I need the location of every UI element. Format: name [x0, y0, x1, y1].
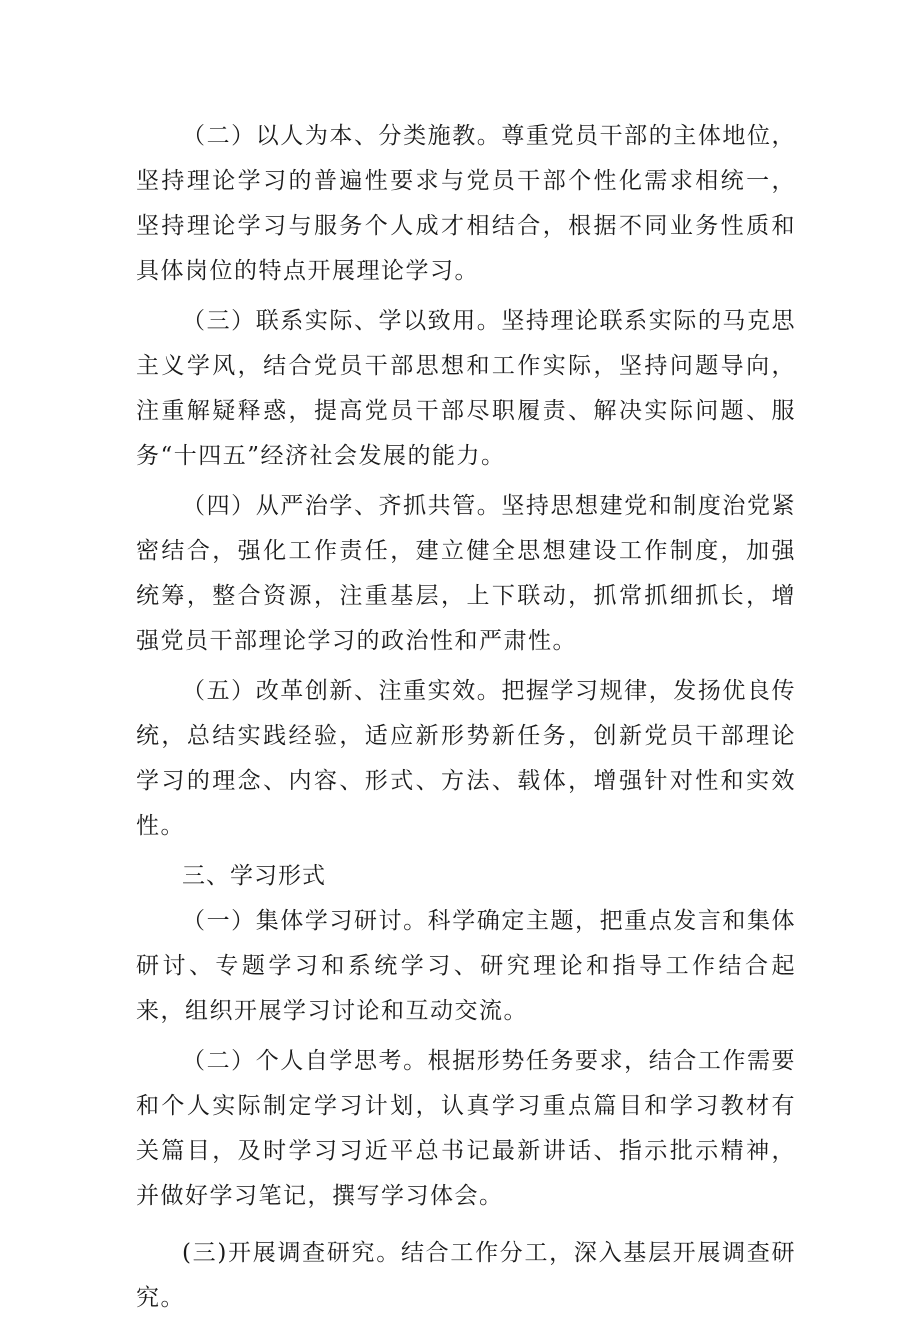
paragraph-principle-5: （五）改革创新、注重实效。把握学习规律，发扬优良传统，总结实践经验，适应新形势新任务，创新党员干部理论学习的理念、内容、形式、方法、载体，增强针对性和实效性。	[136, 678, 796, 839]
paragraph-principle-2: （二）以人为本、分类施教。尊重党员干部的主体地位，坚持理论学习的普遍性要求与党员干部个性化需求相统一，坚持理论学习与服务个人成才相结合，根据不同业务性质和具体岗位的特点开展理论学习。	[136, 123, 796, 284]
paragraph-principle-3: （三）联系实际、学以致用。坚持理论联系实际的马克思主义学风，结合党员干部思想和工作实际，坚持问题导向，注重解疑释惑，提高党员干部尽职履责、解决实际问题、服务“十四五”经济社会发展的能力。	[136, 308, 796, 469]
section-heading-study-forms: 三、学习形式	[182, 863, 326, 889]
paragraph-principle-4: （四）从严治学、齐抓共管。坚持思想建党和制度治党紧密结合，强化工作责任，建立健全思想建设工作制度，加强统筹，整合资源，注重基层，上下联动，抓常抓细抓长，增强党员干部理论学习的政治性和严肃性。	[136, 493, 796, 654]
paragraph-form-3: (三)开展调查研究。结合工作分工，深入基层开展调查研究。	[136, 1240, 796, 1311]
paragraph-form-2: （二）个人自学思考。根据形势任务要求，结合工作需要和个人实际制定学习计划，认真学习重点篇目和学习教材有关篇目，及时学习习近平总书记最新讲话、指示批示精神，并做好学习笔记，撰写学习体会。	[136, 1048, 796, 1209]
document-body	[136, 114, 796, 1321]
paragraph-form-1: （一）集体学习研讨。科学确定主题，把重点发言和集体研讨、专题学习和系统学习、研究理论和指导工作结合起来，组织开展学习讨论和互动交流。	[136, 908, 796, 1024]
